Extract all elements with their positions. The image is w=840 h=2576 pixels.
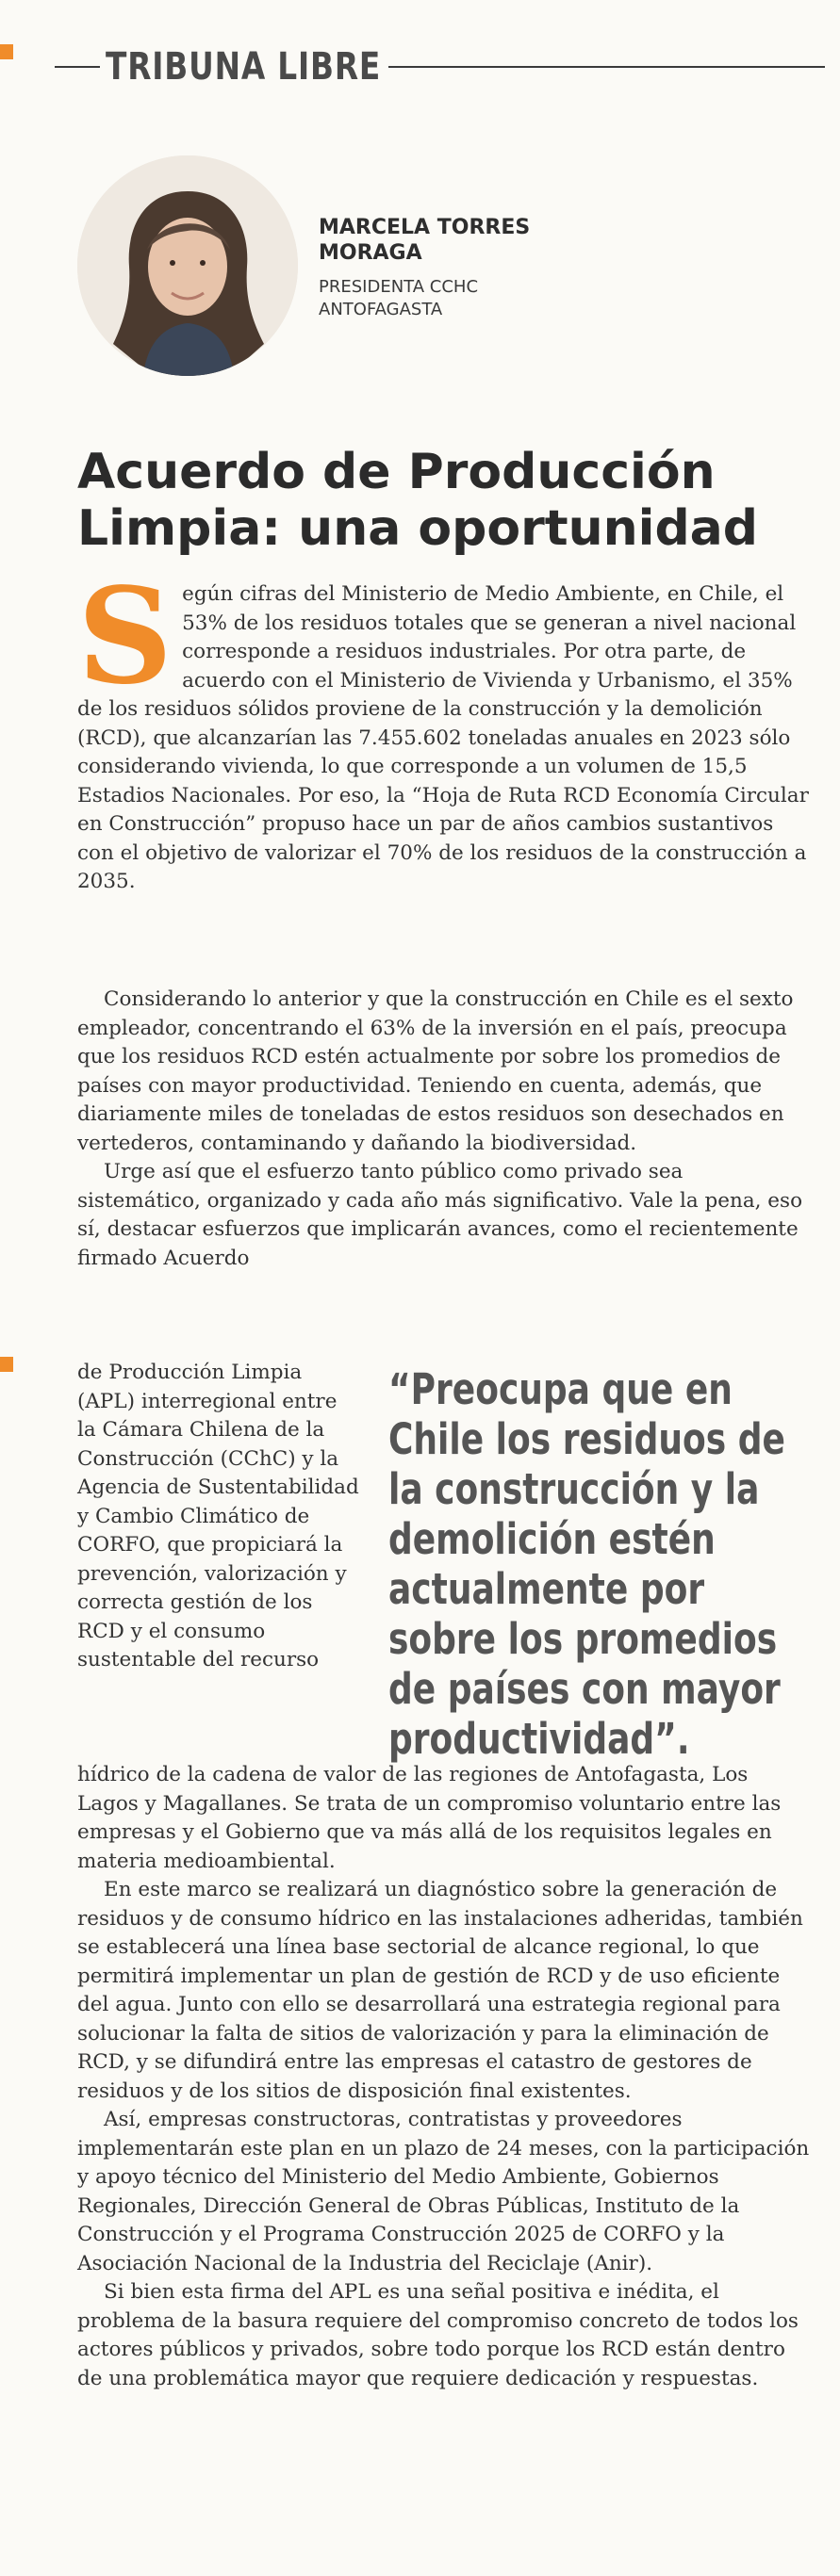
article-body-top — [77, 986, 813, 1273]
paragraph-2: Considerando lo anterior y que la construcción en Chile es el sexto empleador, concentrando el 63% de la inversión en el país, preocupa que los residuos RCD estén actualmente por sobre los promedios de países con mayor productividad. Teniendo en cuenta, además, que diariamente miles de toneladas de estos residuos son desechados en vertederos, contaminando y dañando la biodiversidad. — [77, 987, 794, 1155]
section-header — [34, 43, 806, 89]
paragraph-3-start: Urge así que el esfuerzo tanto público como privado sea sistemático, organizado y cada año más significativo. Vale la pena, eso sí, destacar esfuerzos que implicarán avances, como el recientemente firmado Acuerdo — [77, 1160, 803, 1270]
paragraph-3-end: hídrico de la cadena de valor de las regiones de Antofagasta, Los Lagos y Magallanes. Se trata de un compromiso voluntario entre las empresas y el Gobierno que va más allá de los requisitos legales en materia medioambiental. — [77, 1763, 782, 1873]
edge-marker-mid — [0, 1357, 13, 1372]
author-portrait-illustration — [77, 155, 298, 376]
edge-marker-top — [0, 44, 13, 59]
author-role: PRESIDENTA CCHC ANTOFAGASTA — [319, 277, 479, 319]
header-rule-right — [388, 66, 825, 68]
drop-cap: S — [77, 560, 173, 714]
pull-quote: “Preocupa que en Chile los residuos de la construcción y la demolición estén actualmente por sobre los promedios de países con mayor productividad”. — [388, 1364, 785, 1764]
paragraph-6: Si bien esta firma del APL es una señal positiva e inédita, el problema de la basura requiere del compromiso concreto de todos los actores públicos y privados, sobre todo porque los RCD están dentro de una problemática mayor que requiere dedicación y respuestas. — [77, 2280, 799, 2390]
article-headline: Acuerdo de Producción Limpia: una oportunidad — [77, 443, 758, 557]
article-intro — [77, 560, 813, 897]
article-body-bottom — [77, 1761, 813, 2393]
paragraph-4: En este marco se realizará un diagnóstico sobre la generación de residuos y de consumo hídrico en las instalaciones adheridas, también se establecerá una línea base sectorial de alcance regional, lo que permitirá implementar un plan de gestión de RCD y de uso eficiente del agua. Junto con ello se desarrollará una estrategia regional para solucionar la falta de sitios de valorización y para la eliminación de RCD, y se difundirá entre las empresas el catastro de gestores de residuos y de los sitios de disposición final existentes. — [77, 1878, 803, 2103]
intro-paragraph — [77, 560, 813, 897]
author-photo — [77, 155, 298, 376]
article-body-column — [77, 1359, 360, 1675]
header-rule-left — [55, 66, 100, 68]
paragraph-5: Así, empresas constructoras, contratistas y proveedores implementarán este plan en un plazo de 24 meses, con la participación y apoyo técnico del Ministerio del Medio Ambiente, Gobiernos Regionales, Dirección General de Obras Públicas, Instituto de la Construcción y el Programa Construcción 2025 de CORFO y la Asociación Nacional de la Industria del Reciclaje (Anir). — [77, 2108, 810, 2275]
intro-text: egún cifras del Ministerio de Medio Ambiente, en Chile, el 53% de los residuos totales que se generan a nivel nacional corresponde a residuos industriales. Por otra parte, de acuerdo con el Ministerio de Vivienda y Urbanismo, el 35% de los residuos sólidos proviene de la construcción y la demolición (RCD), que alcanzarían las 7.455.602 toneladas anuales en 2023 sólo considerando vivienda, lo que corresponde a un volumen de 15,5 Estadios Nacionales. Por eso, la “Hoja de Ruta RCD Economía Circular en Construcción” propuso hace un par de años cambios sustantivos con el objetivo de valorizar el 70% de los residuos de la construcción a 2035. — [77, 582, 809, 893]
section-title: TRIBUNA LIBRE — [106, 45, 382, 89]
paragraph-3-column: de Producción Limpia (APL) interregional entre la Cámara Chilena de la Construcción (CChC) y la Agencia de Sustentabilidad y Cambio Climático de CORFO, que propiciará la prevención, valorización y correcta gestión de los RCD y el consumo sustentable del recurso — [77, 1361, 359, 1671]
author-name: MARCELA TORRES MORAGA — [319, 216, 531, 265]
